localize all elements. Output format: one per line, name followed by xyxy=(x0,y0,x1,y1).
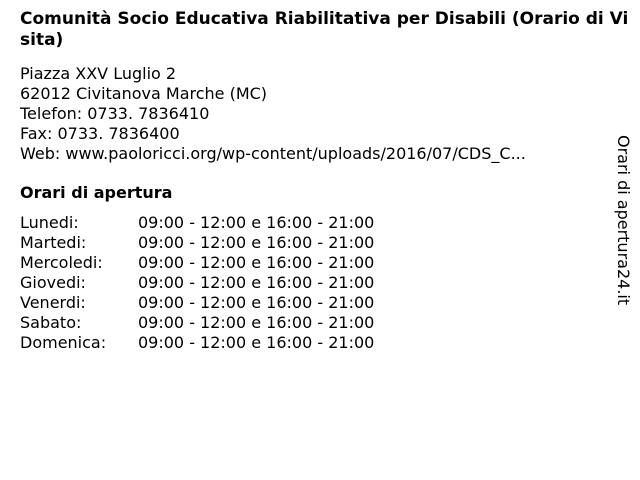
street-address: Piazza XXV Luglio 2 xyxy=(20,64,177,83)
day-label: Domenica: xyxy=(20,333,107,352)
website-link[interactable]: Web: www.paoloricci.org/wp-content/uploads/2016/07/CDS_C... xyxy=(20,144,526,163)
time-range: 09:00 - 12:00 e 16:00 - 21:00 xyxy=(138,313,375,332)
time-range: 09:00 - 12:00 e 16:00 - 21:00 xyxy=(138,253,375,272)
fax-number: Fax: 0733. 7836400 xyxy=(20,124,180,143)
day-label: Giovedi: xyxy=(20,273,86,292)
time-range: 09:00 - 12:00 e 16:00 - 21:00 xyxy=(138,333,375,352)
day-label: Martedi: xyxy=(20,233,87,252)
page-title: Comunità Socio Educativa Riabilitativa per Disabili (Orario di Visita) xyxy=(20,9,629,50)
time-range: 09:00 - 12:00 e 16:00 - 21:00 xyxy=(138,233,375,252)
time-range: 09:00 - 12:00 e 16:00 - 21:00 xyxy=(138,273,375,292)
address-block xyxy=(20,64,526,164)
day-label: Sabato: xyxy=(20,313,82,332)
day-label: Venerdi: xyxy=(20,293,86,312)
city-postal-code: 62012 Civitanova Marche (MC) xyxy=(20,84,268,103)
day-label: Lunedi: xyxy=(20,213,79,232)
time-range: 09:00 - 12:00 e 16:00 - 21:00 xyxy=(138,213,375,232)
site-watermark: Orari di apertura24.it xyxy=(614,135,633,306)
opening-hours-heading: Orari di apertura xyxy=(20,183,173,202)
day-label: Mercoledi: xyxy=(20,253,103,272)
phone-number: Telefon: 0733. 7836410 xyxy=(20,104,210,123)
time-range: 09:00 - 12:00 e 16:00 - 21:00 xyxy=(138,293,375,312)
